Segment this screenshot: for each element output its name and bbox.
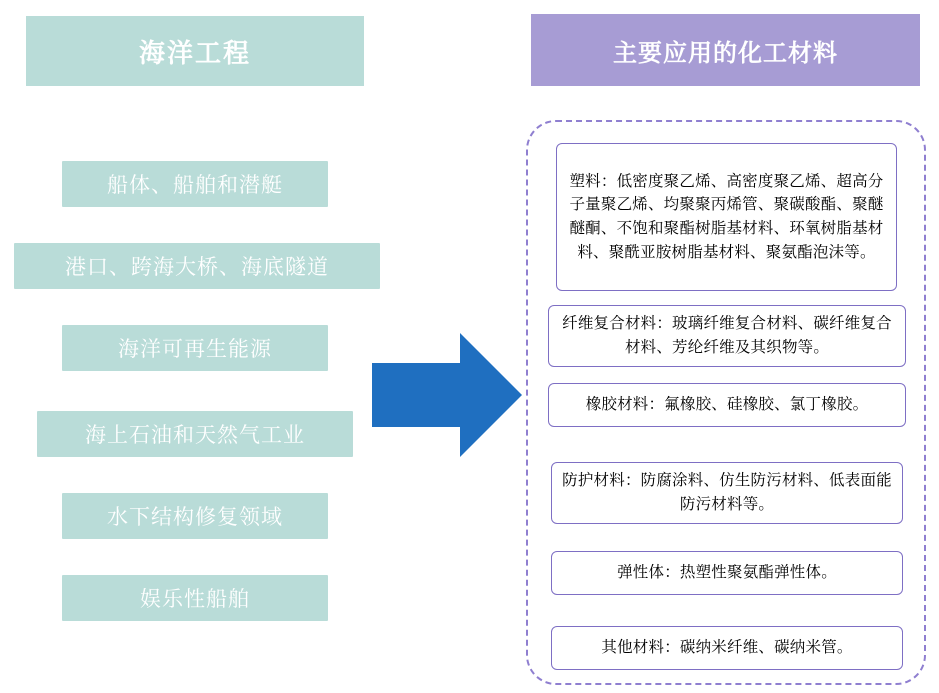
material-card-rubber-text: 橡胶材料：氟橡胶、硅橡胶、氯丁橡胶。 [585, 396, 869, 414]
material-card-plastics-text: 塑料：低密度聚乙烯、高密度聚乙烯、超高分子量聚乙烯、均聚聚丙烯管、聚碳酸酯、聚醚醚酮、不饱和聚酯树脂基材料、环氧树脂基材料、聚酰亚胺树脂基材料、聚氨酯泡沫等。 [569, 172, 884, 261]
material-card-rubber [548, 383, 906, 427]
left-column-header: 海洋工程 [26, 16, 364, 86]
left-item-2: 港口、跨海大桥、海底隧道 [14, 243, 380, 289]
left-item-1: 船体、船舶和潜艇 [62, 161, 328, 207]
material-card-protective-text: 防护材料：防腐涂料、仿生防污材料、低表面能防污材料等。 [562, 472, 892, 513]
material-card-other [551, 626, 903, 670]
material-card-elastomer-text: 弹性体：热塑性聚氨酯弹性体。 [617, 564, 837, 582]
right-column-header: 主要应用的化工材料 [531, 14, 920, 86]
material-card-plastics [556, 143, 897, 291]
material-card-fiber-composites-text: 纤维复合材料：玻璃纤维复合材料、碳纤维复合材料、芳纶纤维及其织物等。 [562, 315, 892, 356]
material-card-elastomer [551, 551, 903, 595]
material-card-other-text: 其他材料：碳纳米纤维、碳纳米管。 [601, 639, 853, 657]
left-item-5: 水下结构修复领域 [62, 493, 328, 539]
left-item-3: 海洋可再生能源 [62, 325, 328, 371]
material-card-protective [551, 462, 903, 524]
right-arrow-icon [372, 325, 522, 465]
material-card-fiber-composites [548, 305, 906, 367]
left-item-4: 海上石油和天然气工业 [37, 411, 353, 457]
left-item-6: 娱乐性船舶 [62, 575, 328, 621]
